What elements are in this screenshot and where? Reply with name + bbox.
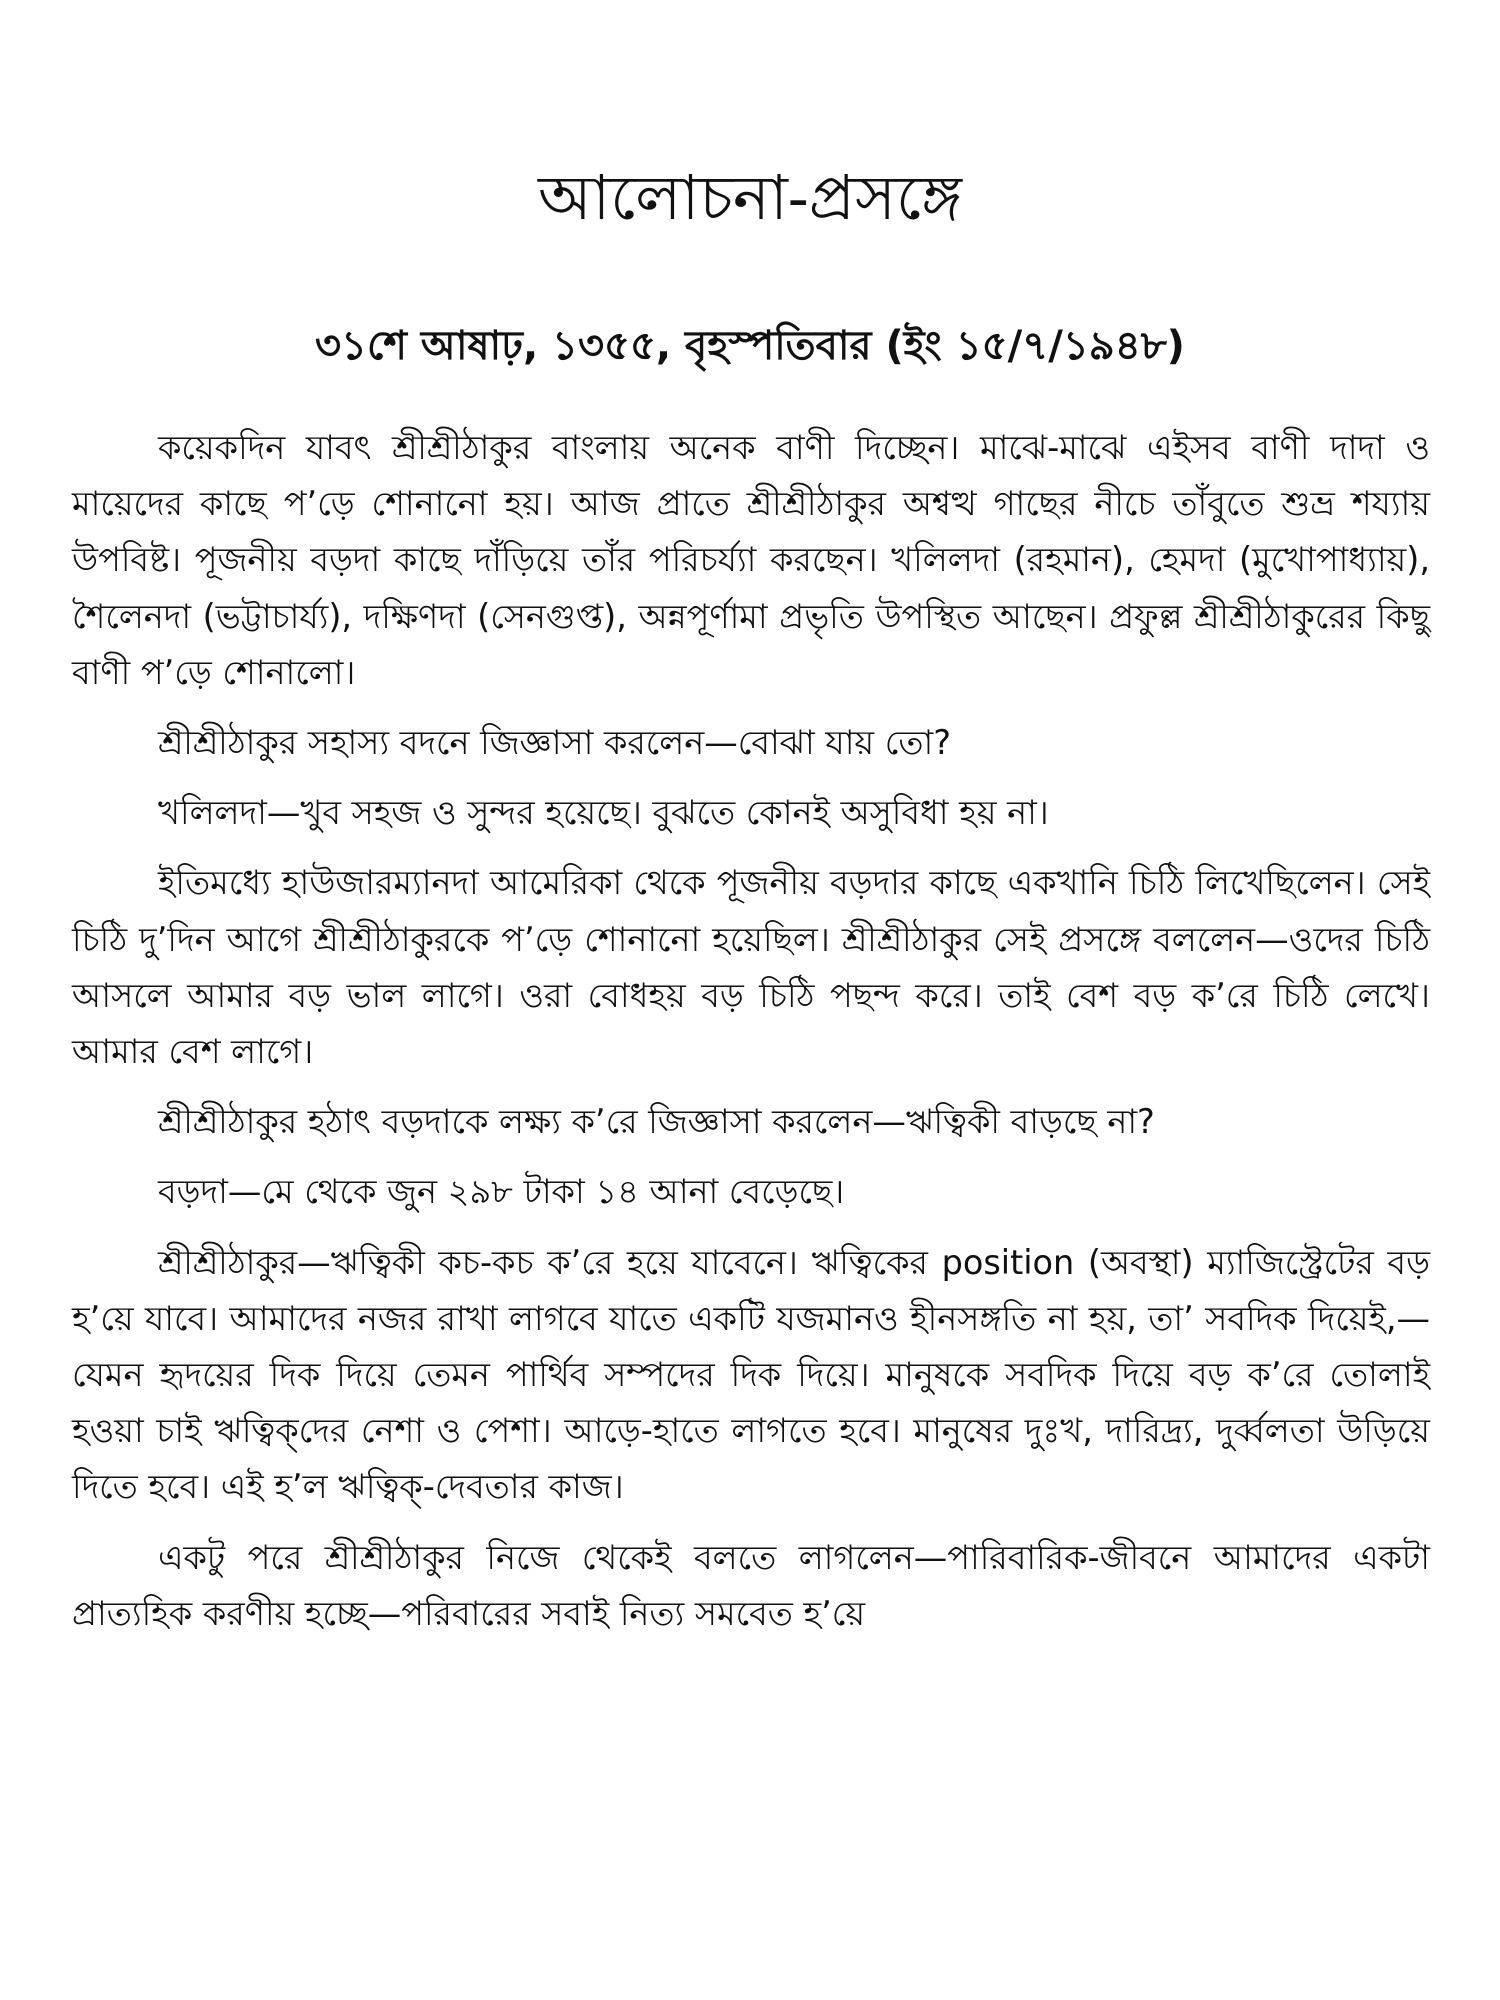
paragraph-2: শ্রীশ্রীঠাকুর সহাস্য বদনে জিজ্ঞাসা করলেন—বোঝা যায় তো? bbox=[158, 723, 952, 763]
paragraph-6: বড়দা—মে থেকে জুন ২৯৮ টাকা ১৪ আনা বেড়েছে। bbox=[158, 1172, 845, 1212]
paragraph-7: শ্রীশ্রীঠাকুর—ঋত্বিকী কচ-কচ ক’রে হয়ে যাবেনে। ঋত্বিকের position (অবস্থা) ম্যাজিস্ট্রেটের বড় হ’য়ে যাবে। আমাদের নজর রাখা লাগবে যাতে একটি যজমানও হীনসঙ্গতি না হয়, তা’ সবদিক দিয়েই,—যেমন হৃদয়ের দিক দিয়ে তেমন পার্থিব সম্পদের দিক দিয়ে। মানুষকে সবদিক দিয়ে বড় ক’রে তোলাই হওয়া চাই ঋত্বিক্‌দের নেশা ও পেশা। আড়ে-হাতে লাগতে হবে। মানুষের দুঃখ, দারিদ্র্য, দুর্ব্বলতা উড়িয়ে দিতে হবে। এই হ’ল ঋত্বিক্‌-দেবতার কাজ। bbox=[72, 1242, 1430, 1507]
paragraph-4: ইতিমধ্যে হাউজারম্যানদা আমেরিকা থেকে পূজনীয় বড়দার কাছে একখানি চিঠি লিখেছিলেন। সেই চিঠি দু’দিন আগে শ্রীশ্রীঠাকুরকে প’ড়ে শোনানো হয়েছিল। শ্রীশ্রীঠাকুর সেই প্রসঙ্গে বললেন—ওদের চিঠি আসলে আমার বড় ভাল লাগে। ওরা বোধহয় বড় চিঠি পছন্দ করে। তাই বেশ বড় ক’রে চিঠি লেখে। আমার বেশ লাগে। bbox=[72, 863, 1430, 1072]
paragraph-5: শ্রীশ্রীঠাকুর হঠাৎ বড়দাকে লক্ষ্য ক’রে জিজ্ঞাসা করলেন—ঋত্বিকী বাড়ছে না? bbox=[158, 1102, 1155, 1142]
paragraph-1: কয়েকদিন যাবৎ শ্রীশ্রীঠাকুর বাংলায় অনেক বাণী দিচ্ছেন। মাঝে-মাঝে এইসব বাণী দাদা ও মায়েদের কাছে প’ড়ে শোনানো হয়। আজ প্রাতে শ্রীশ্রীঠাকুর অশ্বত্থ গাছের নীচে তাঁবুতে শুভ্র শয্যায় উপবিষ্ট। পূজনীয় বড়দা কাছে দাঁড়িয়ে তাঁর পরিচর্য্যা করছেন। খলিলদা (রহমান), হেমদা (মুখোপাধ্যায়), শৈলেনদা (ভট্টাচার্য্য), দক্ষিণদা (সেনগুপ্ত), অন্নপূর্ণামা প্রভৃতি উপস্থিত আছেন। প্রফুল্ল শ্রীশ্রীঠাকুরের কিছু বাণী প’ড়ে শোনালো। bbox=[72, 428, 1430, 692]
paragraph-8: একটু পরে শ্রীশ্রীঠাকুর নিজে থেকেই বলতে লাগলেন—পারিবারিক-জীবনে আমাদের একটা প্রাত্যহিক করণীয় হচ্ছে—পরিবারের সবাই নিত্য সমবেত হ’য়ে bbox=[72, 1537, 1430, 1633]
page-title: আলোচনা-প্রসঙ্গে bbox=[537, 161, 963, 234]
paragraph-3: খলিলদা—খুব সহজ ও সুন্দর হয়েছে। বুঝতে কোনই অসুবিধা হয় না। bbox=[158, 793, 1049, 833]
body-text bbox=[72, 420, 1430, 1642]
date-heading: ৩১শে আষাঢ়, ১৩৫৫, বৃহস্পতিবার (ইং ১৫/৭/১৯৪৮) bbox=[315, 323, 1185, 369]
